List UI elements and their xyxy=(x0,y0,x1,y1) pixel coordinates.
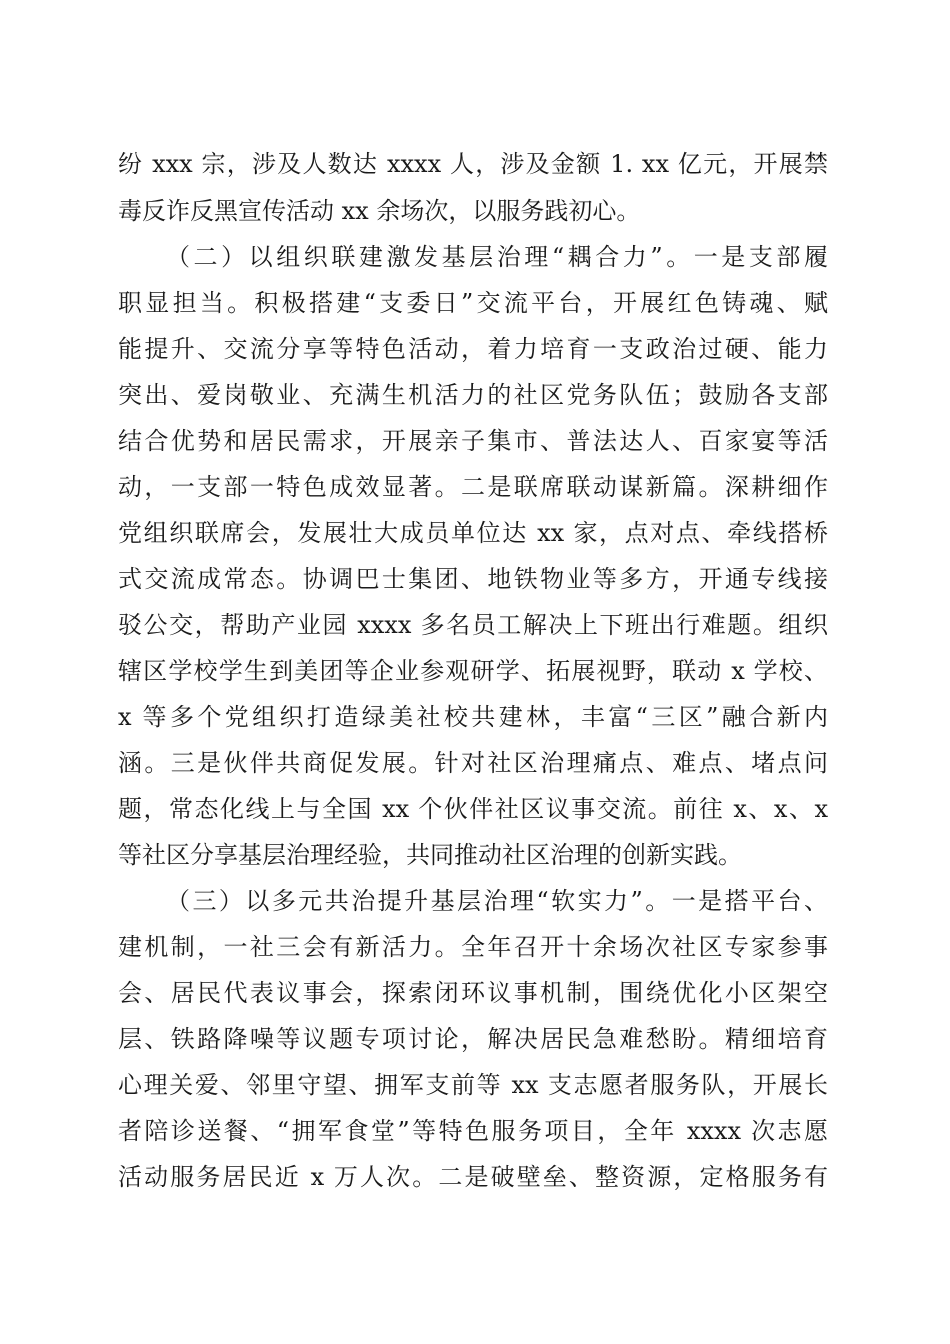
text-line: 心理关爱、邻里守望、拥军支前等 xx 支志愿者服务队，开展长 xyxy=(118,1071,828,1099)
text-line: 者陪诊送餐、“拥军食堂”等特色服务项目，全年 xxxx 次志愿 xyxy=(118,1117,828,1145)
text-line: 职显担当。积极搭建“支委日”交流平台，开展红色铸魂、赋 xyxy=(118,289,828,317)
section-heading-3: （三）以多元共治提升基层治理“软实力”。一是搭平台、 xyxy=(166,887,828,915)
text-line: 会、居民代表议事会，探索闭环议事机制，围绕优化小区架空 xyxy=(118,979,828,1007)
text-line: 结合优势和居民需求，开展亲子集市、普法达人、百家宴等活 xyxy=(118,427,828,455)
text-line: 纷 xxx 宗，涉及人数达 xxxx 人，涉及金额 1. xx 亿元，开展禁 xyxy=(118,150,828,178)
text-line: 党组织联席会，发展壮大成员单位达 xx 家，点对点、牵线搭桥 xyxy=(118,519,828,547)
text-line: 涵。三是伙伴共商促发展。针对社区治理痛点、难点、堵点问 xyxy=(118,749,828,777)
text-line: 突出、爱岗敬业、充满生机活力的社区党务队伍；鼓励各支部 xyxy=(118,381,828,409)
text-line: 驳公交，帮助产业园 xxxx 多名员工解决上下班出行难题。组织 xyxy=(118,611,828,639)
section-heading-2: （二）以组织联建激发基层治理“耦合力”。一是支部履 xyxy=(166,243,828,271)
text-line: 活动服务居民近 x 万人次。二是破壁垒、整资源，定格服务有 xyxy=(118,1163,828,1191)
text-line: 式交流成常态。协调巴士集团、地铁物业等多方，开通专线接 xyxy=(118,565,828,593)
text-line: x 等多个党组织打造绿美社校共建林，丰富“三区”融合新内 xyxy=(118,703,828,731)
text-line: 题，常态化线上与全国 xx 个伙伴社区议事交流。前往 x、x、x xyxy=(118,795,828,823)
text-line: 动，一支部一特色成效显著。二是联席联动谋新篇。深耕细作 xyxy=(118,473,828,501)
text-line: 能提升、交流分享等特色活动，着力培育一支政治过硬、能力 xyxy=(118,335,828,363)
text-line: 层、铁路降噪等议题专项讨论，解决居民急难愁盼。精细培育 xyxy=(118,1025,828,1053)
text-line: 毒反诈反黑宣传活动 xx 余场次，以服务践初心。 xyxy=(118,197,641,225)
text-line: 辖区学校学生到美团等企业参观研学、拓展视野，联动 x 学校、 xyxy=(118,657,828,685)
text-line: 等社区分享基层治理经验，共同推动社区治理的创新实践。 xyxy=(118,841,742,869)
text-line: 建机制，一社三会有新活力。全年召开十余场次社区专家参事 xyxy=(118,933,828,961)
